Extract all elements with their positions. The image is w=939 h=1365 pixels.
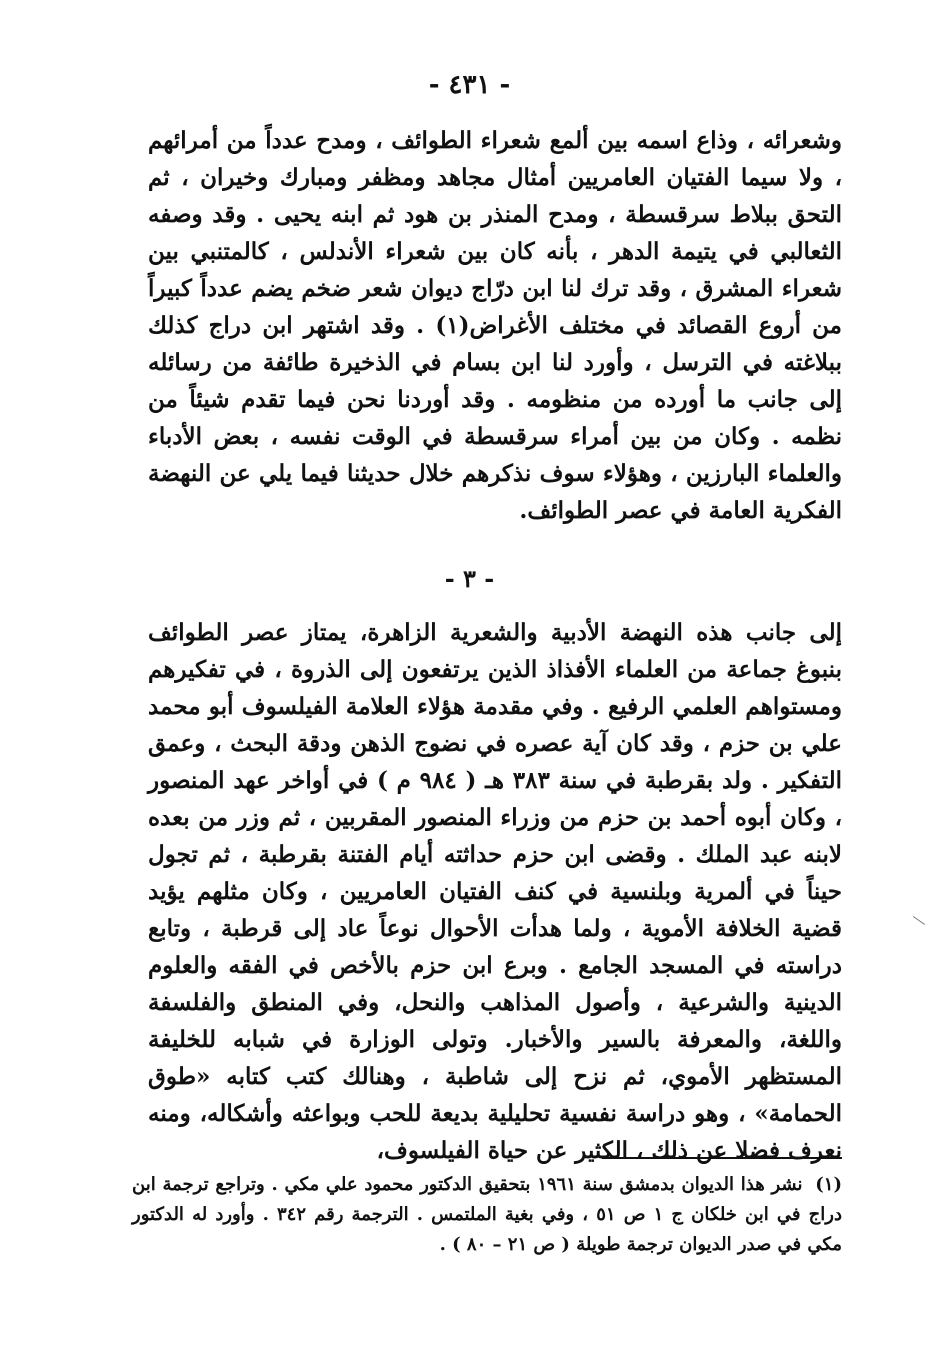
footnote-divider xyxy=(602,1157,842,1159)
footnote-mark: (١) xyxy=(815,1174,842,1195)
margin-tick-mark xyxy=(913,916,925,925)
page-number: - ٤٣١ - xyxy=(428,70,511,100)
paragraph-ibn-hazm: إلى جانب هذه النهضة الأدبية والشعرية الزاهرة، يمتاز عصر الطوائف بنبوغ جماعة من العلماء الأفذاذ الذين يرتفعون إلى الذروة ، في تفكيرهم ومستواهم العلمي الرفيع . وفي مقدمة هؤلاء العلامة الفيلسوف أبو محمد علي بن حزم ، وقد كان آية عصره في نضوج الذهن ودقة البحث ، وعمق التفكير . ولد بقرطبة في سنة ٣٨٣ هـ ( ٩٨٤ م ) في أواخر عهد المنصور ، وكان أبوه أحمد بن حزم من وزراء المنصور المقربين ، ثم وزر من بعده لابنه عبد الملك . وقضى ابن حزم حداثته أيام الفتنة بقرطبة ، ثم تجول حيناً في ألمرية وبلنسية في كنف الفتيان العامريين ، وكان مثلهم يؤيد قضية الخلافة الأموية ، ولما هدأت الأحوال نوعاً عاد إلى قرطبة ، وتابع دراسته في المسجد الجامع . وبرع ابن حزم بالأخص في الفقه والعلوم الدينية والشرعية ، وأصول المذاهب والنحل، وفي المنطق والفلسفة واللغة، والمعرفة بالسير والأخبار. وتولى الوزارة في شبابه للخليفة المستظهر الأموي، ثم نزح إلى شاطبة ، وهنالك كتب كتابه «طوق الحمامة» ، وهو دراسة نفسية تحليلية بديعة للحب وبواعثه وأشكاله، ومنه نعرف فضلا عن ذلك ، الكثير عن حياة الفيلسوف، xyxy=(148,619,842,1164)
paragraph-ibn-darraj: وشعرائه ، وذاع اسمه بين ألمع شعراء الطوائف ، ومدح عدداً من أمرائهم ، ولا سيما الفتيان العامريين أمثال مجاهد ومظفر ومبارك وخيران ، ثم التحق ببلاط سرقسطة ، ومدح المنذر بن هود ثم ابنه يحيى . وقد وصفه الثعالبي في يتيمة الدهر ، بأنه كان بين شعراء الأندلس ، كالمتنبي بين شعراء المشرق ، وقد ترك لنا ابن درّاج ديوان شعر ضخم يضم عدداً كبيراً من أروع القصائد في مختلف الأغراض(١) . وقد اشتهر ابن دراج كذلك ببلاغته في الترسل ، وأورد لنا ابن بسام في الذخيرة طائفة من رسائله إلى جانب ما أورده من منظومه . وقد أوردنا نحن فيما تقدم شيئاً من نظمه . وكان من بين أمراء سرقسطة في الوقت نفسه ، بعض الأدباء والعلماء البارزين ، وهؤلاء سوف نذكرهم خلال حديثنا فيما يلي عن النهضة الفكرية العامة في عصر الطوائف. xyxy=(148,127,842,524)
footnote xyxy=(132,1170,842,1260)
section-number: - ٣ - xyxy=(444,564,495,593)
footnote-text: نشر هذا الديوان بدمشق سنة ١٩٦١ بتحقيق الدكتور محمود علي مكي . وتراجع ترجمة ابن دراج في ابن خلكان ج ١ ص ٥١ ، وفي بغية الملتمس . الترجمة رقم ٣٤٢ . وأورد له الدكتور مكي في صدر الديوان ترجمة طويلة ( ص ٢١ – ٨٠ ) . xyxy=(132,1174,842,1255)
